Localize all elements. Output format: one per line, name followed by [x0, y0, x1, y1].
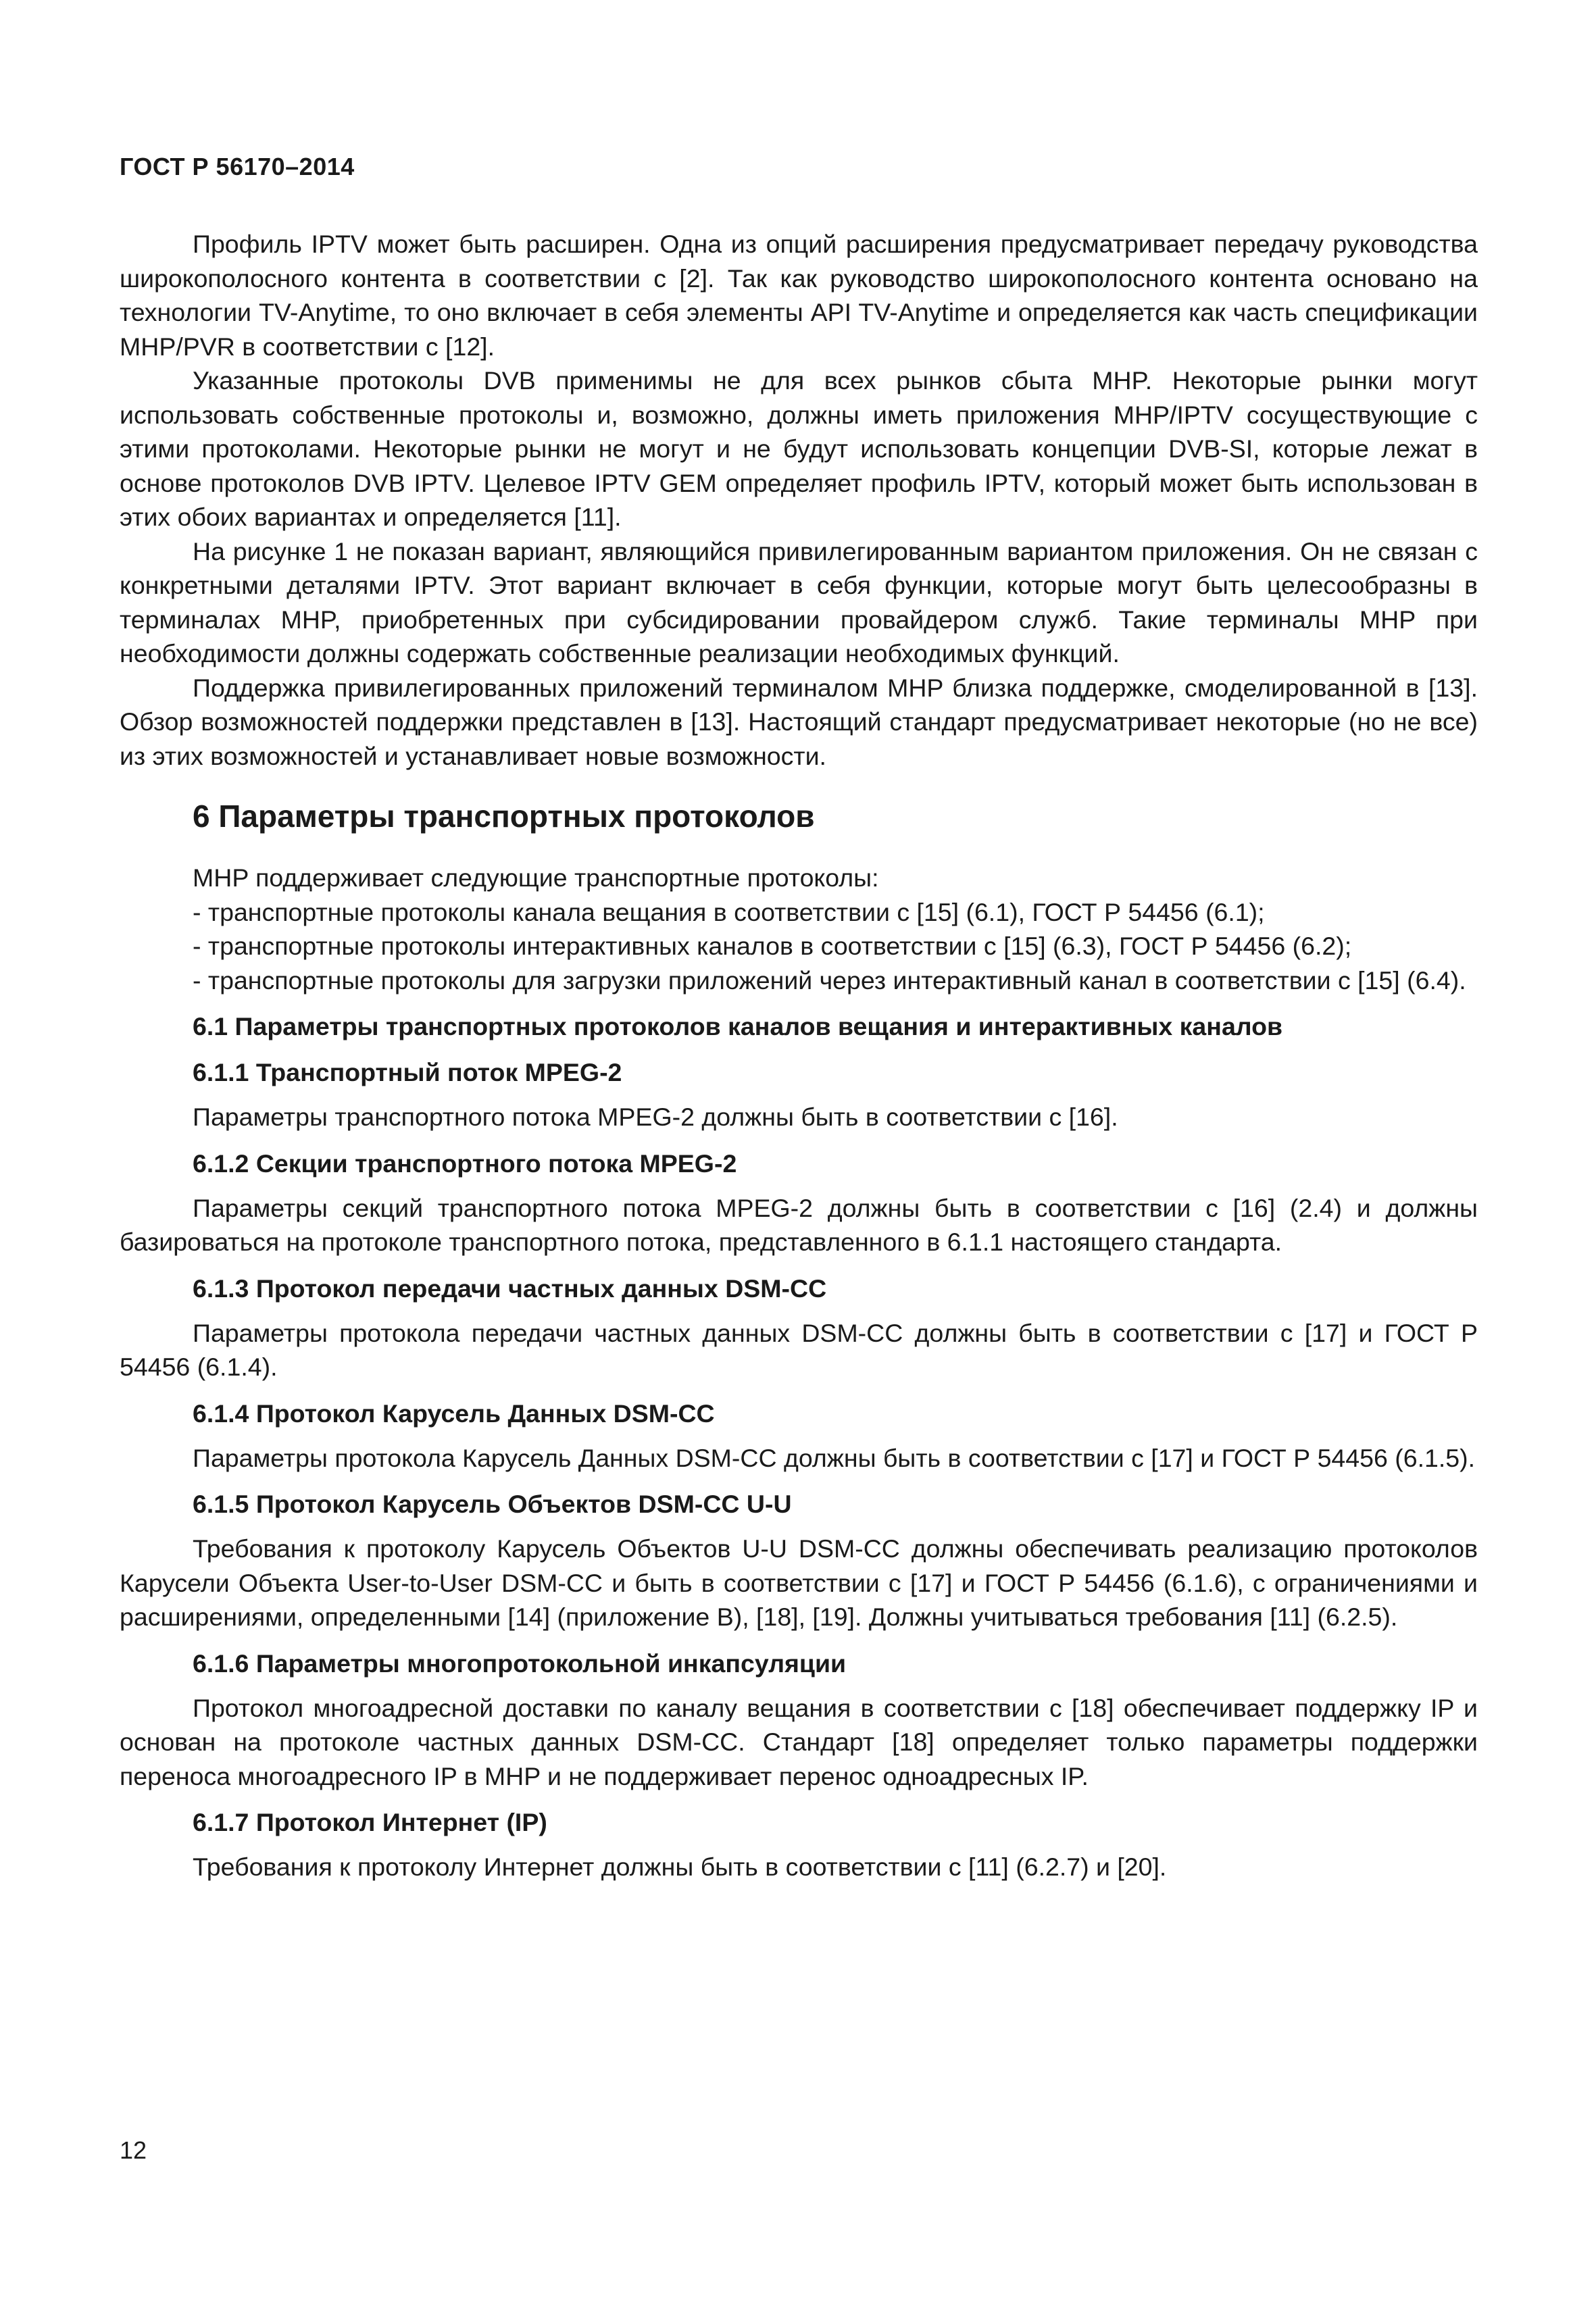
list-item: - транспортные протоколы для загрузки приложений через интерактивный канал в соответствии с [15] (6.4). [193, 965, 1466, 995]
subsection-6-1-7-text: Требования к протоколу Интернет должны быть в соответствии с [11] (6.2.7) и [20]. [193, 1853, 1167, 1881]
subsection-6-1-2-heading: 6.1.2 Секции транспортного потока MPEG-2 [193, 1149, 737, 1178]
intro-paragraph-1: Профиль IPTV может быть расширен. Одна из опций расширения предусматривает передачу руководства широкополосного контента в соответствии с [2]. Так как руководство широкополосного контента основано на технологии TV-Anytime, то оно включает в себя элементы API TV-Anytime и определяется как часть спецификации MHP/PVR в соответствии с [12]. [120, 230, 1478, 361]
subsection-6-1-4-heading: 6.1.4 Протокол Карусель Данных DSM-CC [193, 1399, 715, 1428]
section-6-heading: 6 Параметры транспортных протоколов [193, 799, 815, 834]
subsection-6-1-6-heading: 6.1.6 Параметры многопротокольной инкапсуляции [193, 1649, 847, 1678]
intro-paragraph-4: Поддержка привилегированных приложений терминалом MHP близка поддержке, смоделированной в [13]. Обзор возможностей поддержки представлен в [13]. Настоящий стандарт предусматривает некоторые (но не все) из этих возможностей и устанавливает новые возможности. [120, 673, 1478, 770]
subsection-6-1-2-text: Параметры секций транспортного потока MPEG-2 должны быть в соответствии с [16] (2.4) и должны базироваться на протоколе транспортного потока, представленного в 6.1.1 настоящего стандарта. [120, 1193, 1478, 1256]
section-6-lead: MHP поддерживает следующие транспортные протоколы: [193, 863, 879, 892]
intro-paragraph-3: На рисунке 1 не показан вариант, являющийся привилегированным вариантом приложения. Он не связан с конкретными деталями IPTV. Этот вариант включает в себя функции, которые могут быть целесообразны в терминалах MHP, приобретенных при субсидировании провайдером служб. Такие терминалы MHP при необходимости должны содержать собственные реализации необходимых функций. [120, 536, 1478, 668]
intro-paragraph-2: Указанные протоколы DVB применимы не для всех рынков сбыта MHP. Некоторые рынки могут использовать собственные протоколы и, возможно, должны иметь приложения MHP/IPTV сосуществующие с этими протоколами. Некоторые рынки не могут и не будут использовать концепции DVB-SI, которые лежат в основе протоколов DVB IPTV. Целевое IPTV GEM определяет профиль IPTV, который может быть использован в этих обоих вариантах и определяется [11]. [120, 366, 1478, 531]
subsection-6-1-5-heading: 6.1.5 Протокол Карусель Объектов DSM-CC U-U [193, 1490, 792, 1518]
subsection-6-1-4-text: Параметры протокола Карусель Данных DSM-CC должны быть в соответствии с [17] и ГОСТ Р 54456 (6.1.5). [193, 1443, 1476, 1472]
subsection-6-1-6-text: Протокол многоадресной доставки по каналу вещания в соответствии с [18] обеспечивает поддержку IP и основан на протоколе частных данных DSM-CC. Стандарт [18] определяет только параметры поддержки переноса многоадресного IP в MHP и не поддерживает перенос одноадресных IP. [120, 1693, 1478, 1790]
subsection-6-1-1-text: Параметры транспортного потока MPEG-2 должны быть в соответствии с [16]. [193, 1103, 1118, 1131]
subsection-6-1-3-heading: 6.1.3 Протокол передачи частных данных DSM-CC [193, 1274, 827, 1303]
page-number: 12 [120, 2136, 147, 2164]
list-item: - транспортные протоколы канала вещания в соответствии с [15] (6.1), ГОСТ Р 54456 (6.1); [193, 897, 1265, 926]
subsection-6-1-1-heading: 6.1.1 Транспортный поток MPEG-2 [193, 1058, 622, 1086]
list-item: - транспортные протоколы интерактивных каналов в соответствии с [15] (6.3), ГОСТ Р 54456 (6.2); [193, 932, 1352, 960]
page-body [120, 227, 1478, 1884]
subsection-6-1-3-text: Параметры протокола передачи частных данных DSM-CC должны быть в соответствии с [17] и ГОСТ Р 54456 (6.1.4). [120, 1318, 1478, 1381]
standard-code-header: ГОСТ Р 56170–2014 [120, 153, 355, 180]
subsection-6-1-heading: 6.1 Параметры транспортных протоколов каналов вещания и интерактивных каналов [193, 1012, 1283, 1040]
subsection-6-1-7-heading: 6.1.7 Протокол Интернет (IP) [193, 1808, 547, 1836]
subsection-6-1-5-text: Требования к протоколу Карусель Объектов U-U DSM-CC должны обеспечивать реализацию протоколов Карусели Объекта User-to-User DSM-CC и быть в соответствии с [17] и ГОСТ Р 54456 (6.1.6), с ограничениями и расширениями, определенными [14] (приложение B), [18], [19]. Должны учитываться требования [11] (6.2.5). [120, 1534, 1478, 1631]
